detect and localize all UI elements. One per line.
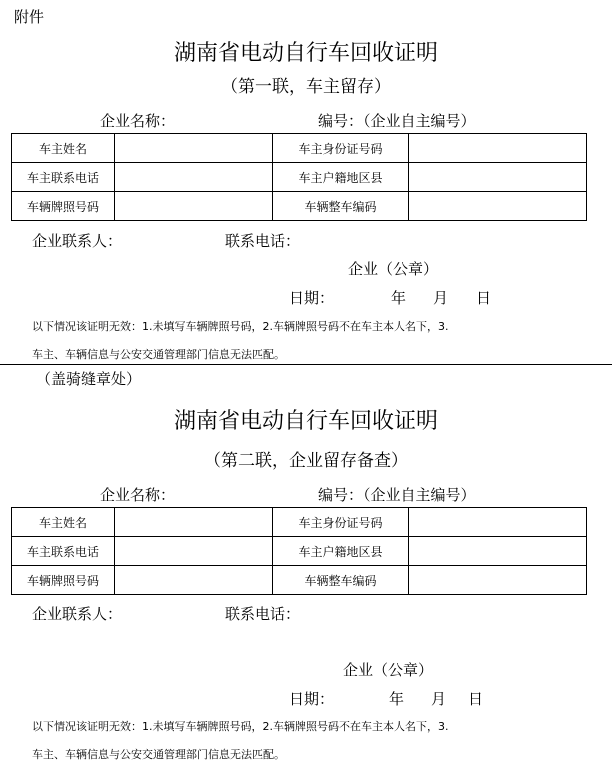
- plate-number-label: 车辆牌照号码: [12, 566, 115, 595]
- date-label: 日期：: [289, 289, 335, 307]
- date-label: 日期：: [289, 690, 335, 708]
- owner-name-label: 车主姓名: [12, 134, 115, 163]
- owner-county-field[interactable]: [409, 537, 587, 566]
- owner-name-field[interactable]: [115, 134, 273, 163]
- owner-phone-field[interactable]: [115, 537, 273, 566]
- date-month: 月: [431, 690, 447, 708]
- date-day: 日: [468, 690, 484, 708]
- owner-county-label: 车主户籍地区县: [273, 537, 409, 566]
- owner-id-label: 车主身份证号码: [273, 134, 409, 163]
- form-subtitle: （第二联，企业留存备查）: [204, 451, 408, 471]
- table-row: [12, 163, 587, 192]
- validity-note: 以下情况该证明无效：1.未填写车辆牌照号码，2.车辆牌照号码不在车主本人名下，3.: [32, 720, 449, 733]
- contact-person-label: 企业联系人：: [32, 605, 123, 623]
- contact-phone-label: 联系电话：: [225, 605, 301, 623]
- owner-id-label: 车主身份证号码: [273, 508, 409, 537]
- owner-phone-label: 车主联系电话: [12, 163, 115, 192]
- owner-id-field[interactable]: [409, 134, 587, 163]
- plate-number-field[interactable]: [115, 192, 273, 221]
- attachment-label: 附件: [14, 8, 45, 26]
- validity-note-continued: 车主、车辆信息与公安交通管理部门信息无法匹配。: [32, 748, 285, 761]
- table-row: [12, 566, 587, 595]
- contact-phone-label: 联系电话：: [225, 232, 301, 250]
- owner-phone-field[interactable]: [115, 163, 273, 192]
- date-year: 年: [391, 289, 407, 307]
- owner-info-table: [11, 133, 587, 221]
- vehicle-code-field[interactable]: [409, 566, 587, 595]
- serial-number-label: 编号：（企业自主编号）: [318, 486, 476, 504]
- perforation-line: [0, 364, 612, 365]
- table-row: [12, 192, 587, 221]
- contact-person-label: 企业联系人：: [32, 232, 123, 250]
- owner-phone-label: 车主联系电话: [12, 537, 115, 566]
- company-seal-label: 企业（公章）: [348, 260, 439, 278]
- date-month: 月: [433, 289, 449, 307]
- form-title: 湖南省电动自行车回收证明: [173, 41, 438, 66]
- vehicle-code-label: 车辆整车编码: [273, 566, 409, 595]
- vehicle-code-label: 车辆整车编码: [273, 192, 409, 221]
- serial-number-label: 编号：（企业自主编号）: [318, 112, 476, 130]
- plate-number-field[interactable]: [115, 566, 273, 595]
- owner-info-table: [11, 507, 587, 595]
- owner-county-field[interactable]: [409, 163, 587, 192]
- seam-seal-note: （盖骑缝章处）: [36, 370, 142, 388]
- form-subtitle: （第一联，车主留存）: [221, 77, 391, 97]
- owner-id-field[interactable]: [409, 508, 587, 537]
- plate-number-label: 车辆牌照号码: [12, 192, 115, 221]
- owner-name-field[interactable]: [115, 508, 273, 537]
- validity-note-continued: 车主、车辆信息与公安交通管理部门信息无法匹配。: [32, 348, 285, 361]
- table-row: [12, 508, 587, 537]
- validity-note: 以下情况该证明无效：1.未填写车辆牌照号码，2.车辆牌照号码不在车主本人名下，3.: [32, 320, 449, 333]
- date-year: 年: [389, 690, 405, 708]
- table-row: [12, 134, 587, 163]
- form-title: 湖南省电动自行车回收证明: [173, 409, 438, 434]
- owner-name-label: 车主姓名: [12, 508, 115, 537]
- table-row: [12, 537, 587, 566]
- company-seal-label: 企业（公章）: [343, 661, 434, 679]
- company-name-label: 企业名称：: [100, 486, 176, 504]
- owner-county-label: 车主户籍地区县: [273, 163, 409, 192]
- date-day: 日: [476, 289, 492, 307]
- company-name-label: 企业名称：: [100, 112, 176, 130]
- vehicle-code-field[interactable]: [409, 192, 587, 221]
